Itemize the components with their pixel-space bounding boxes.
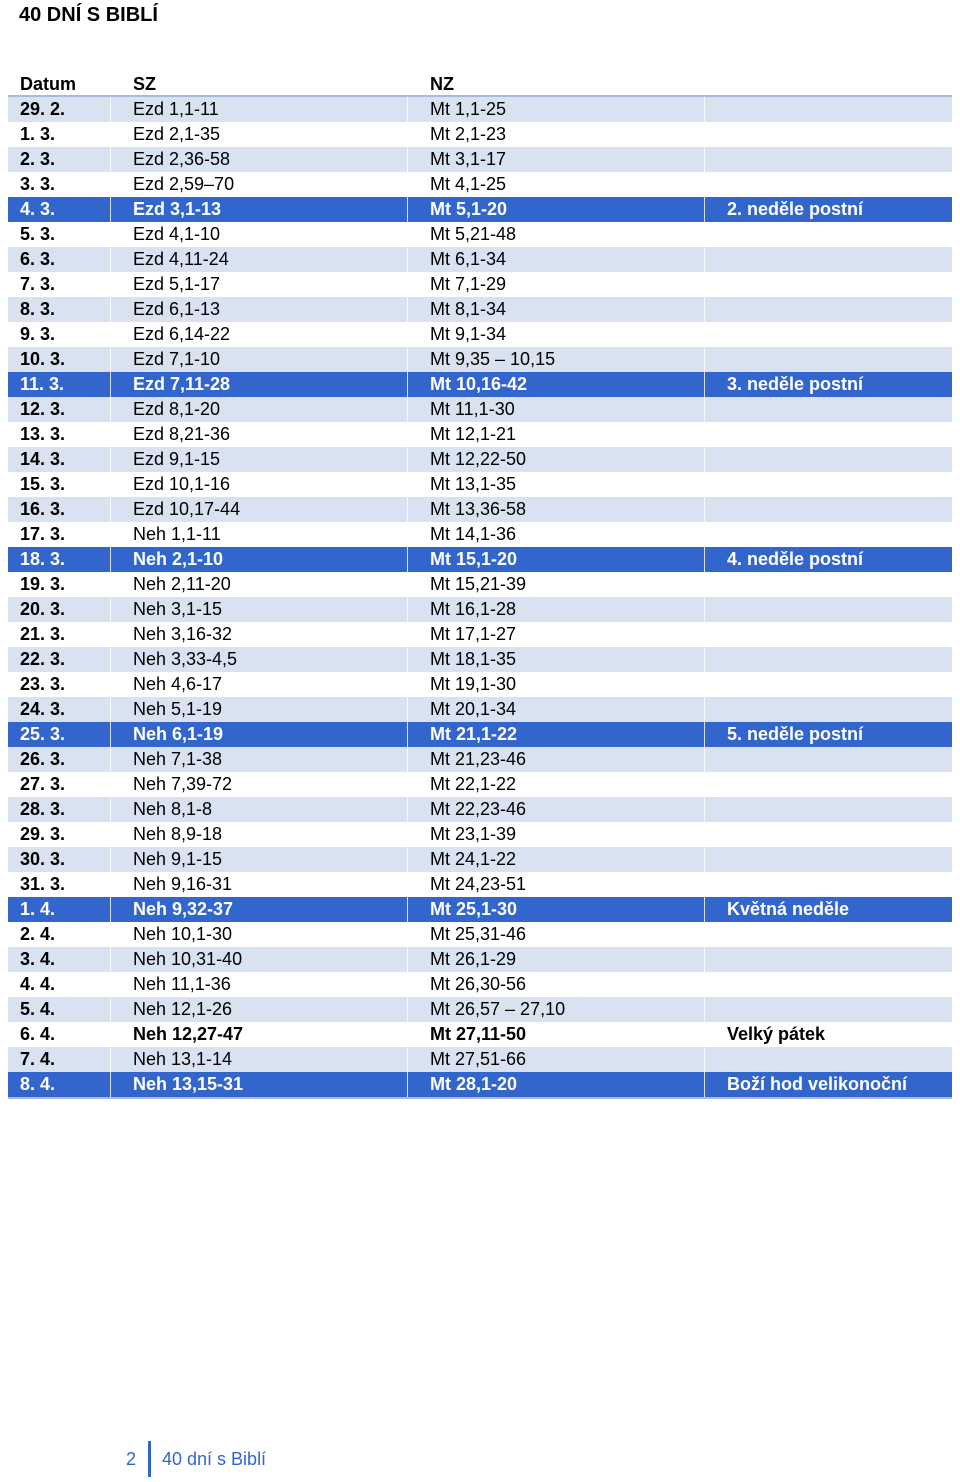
row-date: 20. 3. <box>20 599 66 619</box>
row-nz: Mt 19,1-30 <box>430 674 517 694</box>
column-separator <box>704 572 705 597</box>
column-separator <box>704 247 705 272</box>
table-row <box>8 922 952 947</box>
column-separator <box>407 372 408 397</box>
row-nz: Mt 7,1-29 <box>430 274 507 294</box>
column-separator <box>407 347 408 372</box>
column-separator <box>704 847 705 872</box>
column-separator <box>704 672 705 697</box>
column-separator <box>110 347 111 372</box>
row-sz: Neh 3,16-32 <box>133 624 233 644</box>
column-separator <box>407 1047 408 1072</box>
table-row <box>8 847 952 872</box>
row-nz: Mt 25,1-30 <box>430 899 518 919</box>
column-separator <box>110 522 111 547</box>
row-date: 2. 3. <box>20 149 56 169</box>
row-sz: Neh 9,32-37 <box>133 899 234 919</box>
table-row <box>8 297 952 322</box>
row-date: 24. 3. <box>20 699 66 719</box>
column-separator <box>110 697 111 722</box>
column-separator <box>110 947 111 972</box>
column-separator <box>704 1047 705 1072</box>
row-nz: Mt 26,57 – 27,10 <box>430 999 566 1019</box>
row-sz: Neh 7,39-72 <box>133 774 233 794</box>
header-sz: SZ <box>133 74 157 94</box>
row-date: 22. 3. <box>20 649 66 669</box>
row-sz: Neh 13,1-14 <box>133 1049 233 1069</box>
row-sz: Ezd 8,1-20 <box>133 399 221 419</box>
column-separator <box>110 147 111 172</box>
row-note: 3. neděle postní <box>727 374 864 394</box>
table-row <box>8 247 952 272</box>
column-separator <box>704 947 705 972</box>
row-date: 12. 3. <box>20 399 66 419</box>
row-nz: Mt 13,1-35 <box>430 474 517 494</box>
row-nz: Mt 26,1-29 <box>430 949 517 969</box>
page-number: 2 <box>126 1449 137 1469</box>
table-row <box>8 622 952 647</box>
table-row <box>8 172 952 197</box>
table-row <box>8 372 952 397</box>
row-sz: Neh 12,27-47 <box>133 1024 244 1044</box>
footer-divider <box>148 1441 151 1477</box>
column-separator <box>704 747 705 772</box>
row-sz: Neh 2,1-10 <box>133 549 224 569</box>
column-separator <box>704 872 705 897</box>
row-nz: Mt 28,1-20 <box>430 1074 518 1094</box>
table-row <box>8 1022 952 1047</box>
table-row <box>8 547 952 572</box>
row-date: 13. 3. <box>20 424 66 444</box>
row-sz: Neh 10,1-30 <box>133 924 233 944</box>
column-separator <box>110 97 111 122</box>
row-sz: Ezd 6,14-22 <box>133 324 231 344</box>
table-row <box>8 697 952 722</box>
row-nz: Mt 9,35 – 10,15 <box>430 349 556 369</box>
column-separator <box>407 997 408 1022</box>
table-row <box>8 772 952 797</box>
column-separator <box>704 397 705 422</box>
column-separator <box>407 872 408 897</box>
column-separator <box>407 1022 408 1047</box>
table-row <box>8 197 952 222</box>
row-nz: Mt 24,1-22 <box>430 849 517 869</box>
header-nz: NZ <box>430 74 454 94</box>
row-sz: Neh 5,1-19 <box>133 699 223 719</box>
row-nz: Mt 8,1-34 <box>430 299 507 319</box>
column-separator <box>110 372 111 397</box>
table-row <box>8 647 952 672</box>
column-separator <box>704 522 705 547</box>
row-nz: Mt 22,1-22 <box>430 774 517 794</box>
row-sz: Neh 2,11-20 <box>133 574 231 594</box>
column-separator <box>704 972 705 997</box>
row-sz: Neh 8,9-18 <box>133 824 223 844</box>
column-separator <box>407 597 408 622</box>
row-nz: Mt 15,21-39 <box>430 574 527 594</box>
column-separator <box>110 972 111 997</box>
column-separator <box>110 622 111 647</box>
table-row <box>8 472 952 497</box>
row-date: 11. 3. <box>20 374 65 394</box>
column-separator <box>407 247 408 272</box>
row-date: 14. 3. <box>20 449 66 469</box>
table-row <box>8 497 952 522</box>
row-date: 25. 3. <box>20 724 66 744</box>
row-date: 15. 3. <box>20 474 66 494</box>
column-separator <box>110 422 111 447</box>
row-date: 1. 4. <box>20 899 56 919</box>
row-date: 7. 4. <box>20 1049 56 1069</box>
row-sz: Neh 13,15-31 <box>133 1074 244 1094</box>
column-separator <box>110 722 111 747</box>
column-separator <box>704 322 705 347</box>
row-date: 10. 3. <box>20 349 66 369</box>
row-nz: Mt 10,16-42 <box>430 374 528 394</box>
column-separator <box>407 572 408 597</box>
row-nz: Mt 1,1-25 <box>430 99 507 119</box>
column-separator <box>110 547 111 572</box>
row-date: 31. 3. <box>20 874 66 894</box>
table-row <box>8 747 952 772</box>
row-sz: Neh 3,33-4,5 <box>133 649 238 669</box>
column-separator <box>407 697 408 722</box>
column-separator <box>704 372 705 397</box>
table-body <box>8 97 952 1097</box>
column-separator <box>407 222 408 247</box>
column-separator <box>110 897 111 922</box>
row-sz: Ezd 2,59–70 <box>133 174 235 194</box>
row-sz: Neh 12,1-26 <box>133 999 233 1019</box>
column-separator <box>110 772 111 797</box>
column-separator <box>407 797 408 822</box>
row-date: 2. 4. <box>20 924 56 944</box>
row-date: 4. 3. <box>20 199 56 219</box>
table-row <box>8 822 952 847</box>
table-row <box>8 322 952 347</box>
row-nz: Mt 5,1-20 <box>430 199 508 219</box>
column-separator <box>407 772 408 797</box>
column-separator <box>407 497 408 522</box>
column-separator <box>110 572 111 597</box>
column-separator <box>704 272 705 297</box>
row-sz: Ezd 7,11-28 <box>133 374 231 394</box>
column-separator <box>704 722 705 747</box>
table-row <box>8 97 952 122</box>
column-separator <box>110 647 111 672</box>
footer-title: 40 dní s Biblí <box>162 1449 267 1469</box>
table-row <box>8 872 952 897</box>
table-row <box>8 122 952 147</box>
column-separator <box>407 147 408 172</box>
table-row <box>8 447 952 472</box>
row-note: Velký pátek <box>727 1024 826 1044</box>
column-separator <box>704 347 705 372</box>
row-date: 1. 3. <box>20 124 56 144</box>
column-separator <box>407 947 408 972</box>
row-sz: Ezd 2,36-58 <box>133 149 231 169</box>
row-sz: Ezd 2,1-35 <box>133 124 221 144</box>
column-separator <box>110 597 111 622</box>
column-separator <box>704 797 705 822</box>
row-sz: Ezd 5,1-17 <box>133 274 221 294</box>
column-separator <box>407 1072 408 1097</box>
row-nz: Mt 14,1-36 <box>430 524 517 544</box>
row-nz: Mt 2,1-23 <box>430 124 507 144</box>
column-separator <box>110 922 111 947</box>
row-date: 17. 3. <box>20 524 66 544</box>
column-separator <box>407 547 408 572</box>
row-nz: Mt 20,1-34 <box>430 699 517 719</box>
row-nz: Mt 23,1-39 <box>430 824 517 844</box>
row-sz: Neh 9,1-15 <box>133 849 223 869</box>
column-separator <box>704 1022 705 1047</box>
table-header <box>8 72 952 97</box>
column-separator <box>407 397 408 422</box>
row-note: 4. neděle postní <box>727 549 864 569</box>
row-nz: Mt 15,1-20 <box>430 549 518 569</box>
column-separator <box>407 272 408 297</box>
column-separator <box>704 897 705 922</box>
column-separator <box>407 422 408 447</box>
row-sz: Ezd 1,1-11 <box>133 99 219 119</box>
row-date: 28. 3. <box>20 799 66 819</box>
column-separator <box>407 322 408 347</box>
row-sz: Ezd 9,1-15 <box>133 449 221 469</box>
column-separator <box>704 122 705 147</box>
row-nz: Mt 26,30-56 <box>430 974 527 994</box>
column-separator <box>110 472 111 497</box>
header-date: Datum <box>20 74 77 94</box>
column-separator <box>407 122 408 147</box>
column-separator <box>407 922 408 947</box>
column-separator <box>110 672 111 697</box>
column-separator <box>407 647 408 672</box>
table-row <box>8 222 952 247</box>
row-sz: Neh 7,1-38 <box>133 749 223 769</box>
column-separator <box>110 447 111 472</box>
row-nz: Mt 25,31-46 <box>430 924 527 944</box>
column-separator <box>704 822 705 847</box>
column-separator <box>110 1047 111 1072</box>
column-separator <box>704 497 705 522</box>
row-date: 7. 3. <box>20 274 56 294</box>
column-separator <box>407 722 408 747</box>
row-date: 9. 3. <box>20 324 56 344</box>
column-separator <box>704 547 705 572</box>
row-date: 19. 3. <box>20 574 66 594</box>
column-separator <box>110 997 111 1022</box>
table-row <box>8 972 952 997</box>
column-separator <box>110 272 111 297</box>
row-sz: Ezd 4,1-10 <box>133 224 221 244</box>
column-separator <box>110 197 111 222</box>
row-sz: Ezd 4,11-24 <box>133 249 229 269</box>
column-separator <box>704 647 705 672</box>
table-row <box>8 522 952 547</box>
column-separator <box>407 822 408 847</box>
column-separator <box>407 897 408 922</box>
row-sz: Ezd 10,1-16 <box>133 474 231 494</box>
reading-table <box>8 72 952 1099</box>
row-date: 27. 3. <box>20 774 66 794</box>
row-nz: Mt 22,23-46 <box>430 799 527 819</box>
column-separator <box>407 847 408 872</box>
row-nz: Mt 3,1-17 <box>430 149 507 169</box>
row-sz: Ezd 8,21-36 <box>133 424 231 444</box>
column-separator <box>704 222 705 247</box>
column-separator <box>704 197 705 222</box>
table-row <box>8 422 952 447</box>
row-date: 18. 3. <box>20 549 66 569</box>
column-separator <box>110 297 111 322</box>
row-sz: Ezd 3,1-13 <box>133 199 222 219</box>
column-separator <box>704 297 705 322</box>
row-sz: Neh 6,1-19 <box>133 724 224 744</box>
row-date: 16. 3. <box>20 499 66 519</box>
column-separator <box>407 972 408 997</box>
row-note: Květná neděle <box>727 899 850 919</box>
row-date: 6. 3. <box>20 249 56 269</box>
column-separator <box>110 797 111 822</box>
column-separator <box>704 622 705 647</box>
column-separator <box>704 1072 705 1097</box>
row-nz: Mt 5,21-48 <box>430 224 517 244</box>
row-sz: Neh 1,1-11 <box>133 524 221 544</box>
column-separator <box>110 222 111 247</box>
row-date: 23. 3. <box>20 674 66 694</box>
table-row <box>8 722 952 747</box>
row-sz: Neh 4,6-17 <box>133 674 223 694</box>
table-row <box>8 572 952 597</box>
row-sz: Ezd 10,17-44 <box>133 499 241 519</box>
column-separator <box>110 872 111 897</box>
row-sz: Neh 10,31-40 <box>133 949 243 969</box>
column-separator <box>110 322 111 347</box>
table-row <box>8 797 952 822</box>
row-date: 8. 4. <box>20 1074 56 1094</box>
row-nz: Mt 21,1-22 <box>430 724 518 744</box>
row-nz: Mt 21,23-46 <box>430 749 527 769</box>
column-separator <box>704 997 705 1022</box>
table-row <box>8 397 952 422</box>
row-date: 29. 3. <box>20 824 66 844</box>
table-row <box>8 897 952 922</box>
column-separator <box>110 172 111 197</box>
column-separator <box>110 247 111 272</box>
row-nz: Mt 27,11-50 <box>430 1024 527 1044</box>
row-sz: Neh 8,1-8 <box>133 799 213 819</box>
row-nz: Mt 18,1-35 <box>430 649 517 669</box>
row-date: 3. 4. <box>20 949 56 969</box>
column-separator <box>704 597 705 622</box>
column-separator <box>704 147 705 172</box>
column-separator <box>704 772 705 797</box>
row-note: Boží hod velikonoční <box>727 1074 908 1094</box>
table-bottom-rule <box>8 1097 952 1099</box>
column-separator <box>110 847 111 872</box>
row-nz: Mt 9,1-34 <box>430 324 507 344</box>
row-sz: Ezd 6,1-13 <box>133 299 221 319</box>
column-separator <box>110 1072 111 1097</box>
page-title: 40 DNÍ S BIBLÍ <box>19 4 158 26</box>
row-nz: Mt 27,51-66 <box>430 1049 527 1069</box>
row-sz: Neh 9,16-31 <box>133 874 233 894</box>
table-row <box>8 147 952 172</box>
table-row <box>8 597 952 622</box>
column-separator <box>407 447 408 472</box>
row-date: 4. 4. <box>20 974 56 994</box>
column-separator <box>704 472 705 497</box>
column-separator <box>704 447 705 472</box>
table-row <box>8 272 952 297</box>
column-separator <box>407 672 408 697</box>
row-note: 2. neděle postní <box>727 199 864 219</box>
row-sz: Neh 3,1-15 <box>133 599 223 619</box>
column-separator <box>110 822 111 847</box>
row-date: 3. 3. <box>20 174 56 194</box>
table-row <box>8 997 952 1022</box>
column-separator <box>704 172 705 197</box>
row-date: 30. 3. <box>20 849 66 869</box>
row-date: 5. 3. <box>20 224 56 244</box>
column-separator <box>110 497 111 522</box>
row-nz: Mt 6,1-34 <box>430 249 507 269</box>
row-date: 5. 4. <box>20 999 56 1019</box>
row-nz: Mt 24,23-51 <box>430 874 527 894</box>
row-note: 5. neděle postní <box>727 724 864 744</box>
row-date: 26. 3. <box>20 749 66 769</box>
column-separator <box>704 922 705 947</box>
table-row <box>8 347 952 372</box>
column-separator <box>704 97 705 122</box>
row-date: 6. 4. <box>20 1024 56 1044</box>
column-separator <box>704 697 705 722</box>
row-nz: Mt 17,1-27 <box>430 624 517 644</box>
table-row <box>8 672 952 697</box>
column-separator <box>407 297 408 322</box>
column-separator <box>407 97 408 122</box>
table-row <box>8 1047 952 1072</box>
row-sz: Neh 11,1-36 <box>133 974 231 994</box>
row-nz: Mt 12,22-50 <box>430 449 527 469</box>
column-separator <box>407 472 408 497</box>
row-nz: Mt 12,1-21 <box>430 424 517 444</box>
column-separator <box>110 122 111 147</box>
table-row <box>8 947 952 972</box>
row-sz: Ezd 7,1-10 <box>133 349 221 369</box>
column-separator <box>110 747 111 772</box>
row-nz: Mt 4,1-25 <box>430 174 507 194</box>
row-date: 29. 2. <box>20 99 66 119</box>
row-date: 21. 3. <box>20 624 66 644</box>
column-separator <box>407 522 408 547</box>
column-separator <box>407 622 408 647</box>
row-date: 8. 3. <box>20 299 56 319</box>
column-separator <box>407 197 408 222</box>
column-separator <box>407 172 408 197</box>
row-nz: Mt 13,36-58 <box>430 499 527 519</box>
column-separator <box>704 422 705 447</box>
column-separator <box>407 747 408 772</box>
column-separator <box>110 1022 111 1047</box>
row-nz: Mt 11,1-30 <box>430 399 515 419</box>
column-separator <box>110 397 111 422</box>
table-row <box>8 1072 952 1097</box>
row-nz: Mt 16,1-28 <box>430 599 517 619</box>
